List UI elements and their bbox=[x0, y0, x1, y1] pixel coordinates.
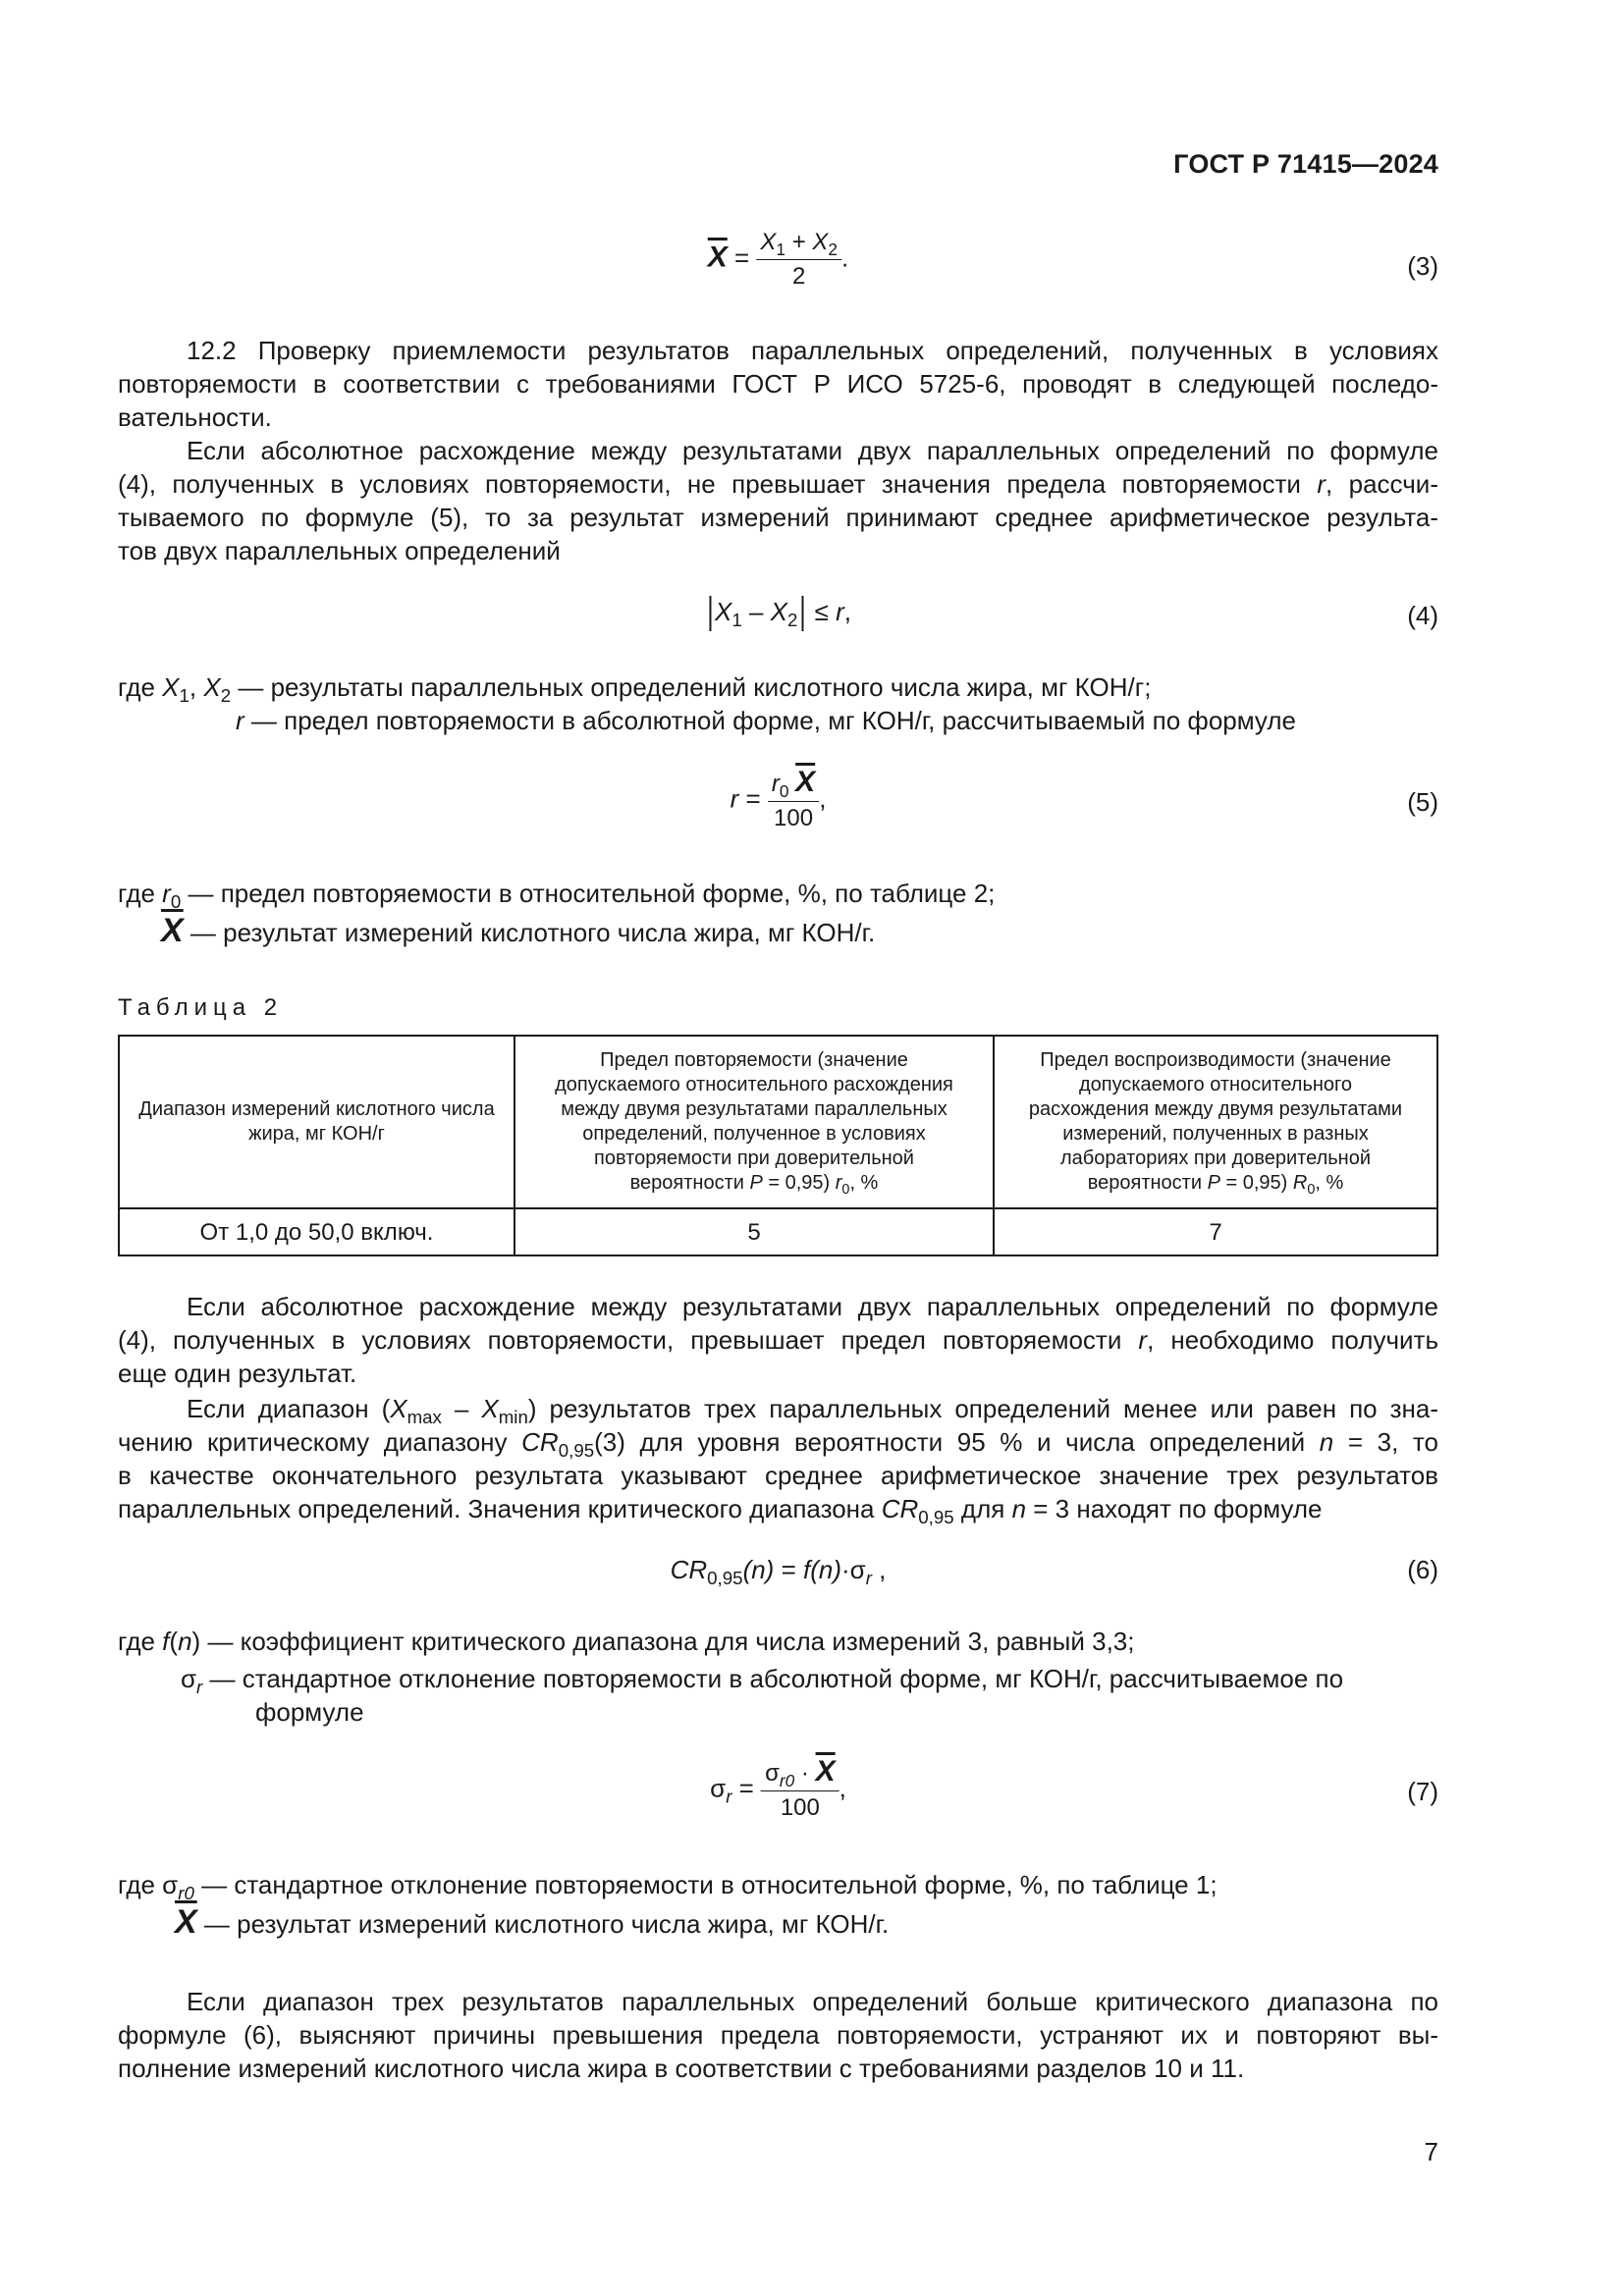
header-repeatability-limit: Предел повторяемости (значение допускаемого относительного расхождения между двумя результатами параллельных определений, полученное в условиях повторяемости при доверительной вероятности P = 0,95) $r_0$, % bbox=[514, 1036, 994, 1208]
equation-number-4: (4) bbox=[1407, 601, 1438, 630]
equation-number-7: (7) bbox=[1407, 1777, 1438, 1806]
x-mean-symbol: $\overline{X}$ bbox=[707, 240, 728, 274]
formula-5: r = $\frac{r_0 \overline{X}}{100}$ , (5) bbox=[730, 766, 1438, 831]
cell-r0: 5 bbox=[514, 1208, 994, 1255]
legend-formula-6: где f(n) — коэффициент критического диапазона для числа измерений 3, равный 3,3; $\sigma_r$ — стандартное отклонение повторяемости в абсолютной форме, мг КОН/г, рассчитываемое по формуле bbox=[118, 1627, 1344, 1727]
cell-R0: 7 bbox=[994, 1208, 1437, 1255]
equation-number-3: (3) bbox=[1407, 251, 1438, 281]
paragraph-12-2: 12.2 Проверку приемлемости результатов параллельных определений, полученных в условиях повторяемости в соответствии с требованиями ГОСТ Р ИСО 5725-6, проводят в следующей последо- вательности. bbox=[118, 336, 1438, 432]
page-number: 7 bbox=[1424, 2137, 1438, 2166]
formula-4: $X_1 - X_2 \le r$, (4) bbox=[118, 589, 1438, 658]
cell-range: От 1,0 до 50,0 включ. bbox=[119, 1208, 514, 1255]
table-row bbox=[119, 1208, 1437, 1255]
header-measurement-range: Диапазон измерений кислотного числа жира, мг КОН/г bbox=[119, 1036, 514, 1208]
paragraph-exceeds-limit: Если абсолютное расхождение между результатами двух параллельных определений по формуле (4), полученных в условиях повторяемости, превышает предел повторяемости r, необходимо получить еще один результат. bbox=[118, 1292, 1438, 1388]
paragraph-repeatability-condition: Если абсолютное расхождение между результатами двух параллельных определений по формуле (4), полученных в условиях повторяемости, не превышает значения предела повторяемости r, рассчи- тываемого по формуле (5), то за результат измерений принимают среднее арифметическое результа- тов двух параллельных определений bbox=[118, 436, 1438, 565]
formula-7: $\sigma_r$ = $\frac{\sigma_{r0} \cdot \overline{X}}{100}$ , (7) bbox=[710, 1755, 1438, 1821]
legend-formula-4: где $X_1$, $X_2$ — результаты параллельных определений кислотного числа жира, мг КОН/г; r — предел повторяемости в абсолютной форме, мг КОН/г, рассчитываемый по формуле bbox=[118, 672, 1296, 735]
document-id-header: ГОСТ Р 71415—2024 bbox=[1173, 149, 1438, 179]
equation-number-5: (5) bbox=[1407, 787, 1438, 817]
formula-6: $CR_{0,95}(n) = f(n)\cdot\sigma_r$ , (6) bbox=[670, 1555, 1438, 1589]
formula-3: $\overline{X}$ = $\frac{X_1 + X_2}{2}$ . (3) bbox=[707, 229, 1438, 290]
table-caption: Таблица 2 bbox=[118, 994, 284, 1021]
formula-3-fraction: $\frac{X_1 + X_2}{2}$ bbox=[756, 228, 841, 292]
table-2 bbox=[118, 1035, 1438, 1256]
paragraph-critical-range: Если диапазон $(X_{max} - X_{min})$ результатов трех параллельных определений менее или равен по зна- чению критическому диапазону $CR_{0,95}(3)$ для уровня вероятности 95 % и числа определений n = 3, то в качестве окончательного результата указывают среднее арифметическое значение трех результатов параллельных определений. Значения критического диапазона $CR_{0,95}$ для n = 3 находят по формуле bbox=[118, 1394, 1438, 1528]
legend-formula-7: где $\sigma_{r0}$ — стандартное отклонение повторяемости в относительной форме, %, по таблице 1; $\overline{X}$ — результат измерений кислотного числа жира, мг КОН/г. bbox=[118, 1870, 1218, 1941]
equation-number-6: (6) bbox=[1407, 1555, 1438, 1584]
table-header-row bbox=[119, 1036, 1437, 1208]
paragraph-exceeds-critical-range: Если диапазон трех результатов параллельных определений больше критического диапазона по формуле (6), выясняют причины превышения предела повторяемости, устраняют их и повторяют вы- полнение измерений кислотного числа жира в соответствии с требованиями разделов 10 и 11. bbox=[118, 1987, 1438, 2083]
legend-formula-5: где $r_0$ — предел повторяемости в относительной форме, %, по таблице 2; $\overline{X}$ — результат измерений кислотного числа жира, мг КОН/г. bbox=[118, 879, 996, 949]
document-page bbox=[118, 0, 1438, 2296]
header-reproducibility-limit: Предел воспроизводимости (значение допускаемого относительного расхождения между двумя результатами измерений, полученных в разных лабораториях при доверительной вероятности P = 0,95) $R_0$, % bbox=[994, 1036, 1437, 1208]
